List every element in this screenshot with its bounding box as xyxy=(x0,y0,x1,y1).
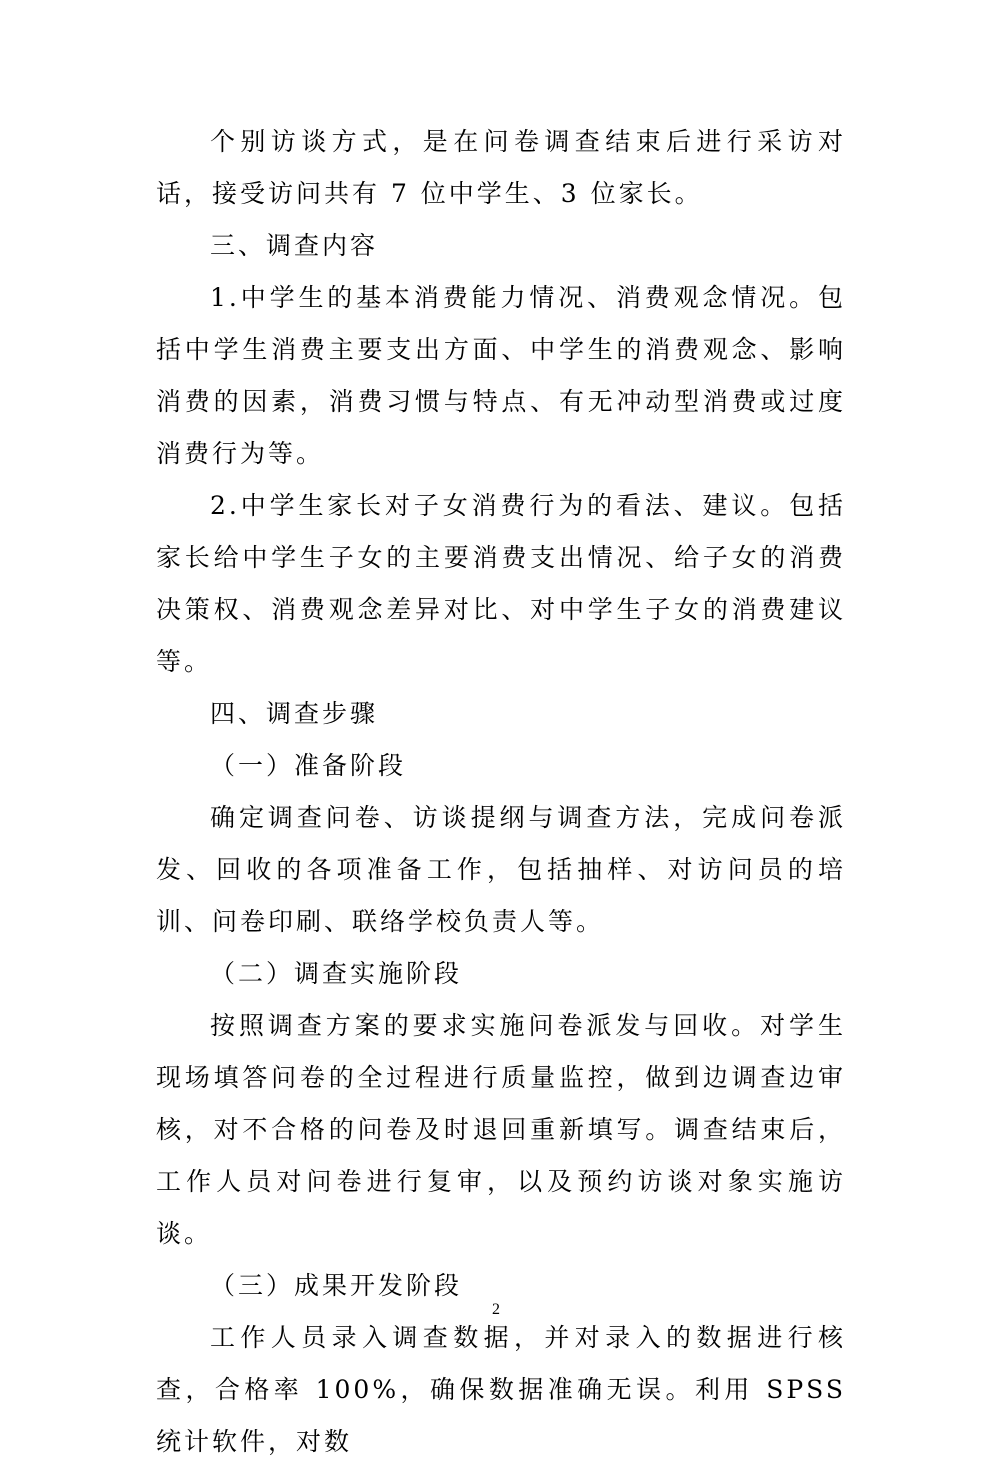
heading-survey-steps: 四、调查步骤 xyxy=(210,699,379,728)
paragraph-content-item-2: 2.中学生家长对子女消费行为的看法、建议。包括家长给中学生子女的主要消费支出情况、给子女的消费决策权、消费观念差异对比、对中学生子女的消费建议等。 xyxy=(156,491,846,676)
body-text xyxy=(156,116,846,1468)
paragraph-preparation-stage: 确定调查问卷、访谈提纲与调查方法，完成问卷派发、回收的各项准备工作，包括抽样、对访问员的培训、问卷印刷、联络学校负责人等。 xyxy=(156,803,846,936)
heading-survey-content: 三、调查内容 xyxy=(210,231,379,260)
subheading-results-stage: （三）成果开发阶段 xyxy=(210,1271,463,1300)
paragraph-implementation-stage: 按照调查方案的要求实施问卷派发与回收。对学生现场填答问卷的全过程进行质量监控，做到边调查边审核，对不合格的问卷及时退回重新填写。调查结束后，工作人员对问卷进行复审，以及预约访谈对象实施访谈。 xyxy=(156,1011,846,1248)
subheading-implementation-stage: （二）调查实施阶段 xyxy=(210,959,463,988)
paragraph-results-stage: 工作人员录入调查数据，并对录入的数据进行核查，合格率 100%，确保数据准确无误。利用 SPSS 统计软件，对数 xyxy=(156,1323,846,1456)
paragraph-interview-method: 个别访谈方式，是在问卷调查结束后进行采访对话，接受访问共有 7 位中学生、3 位家长。 xyxy=(156,127,846,208)
page-number: 2 xyxy=(492,1301,500,1318)
paragraph-content-item-1: 1.中学生的基本消费能力情况、消费观念情况。包括中学生消费主要支出方面、中学生的消费观念、影响消费的因素，消费习惯与特点、有无冲动型消费或过度消费行为等。 xyxy=(156,283,846,468)
subheading-preparation-stage: （一）准备阶段 xyxy=(210,751,407,780)
